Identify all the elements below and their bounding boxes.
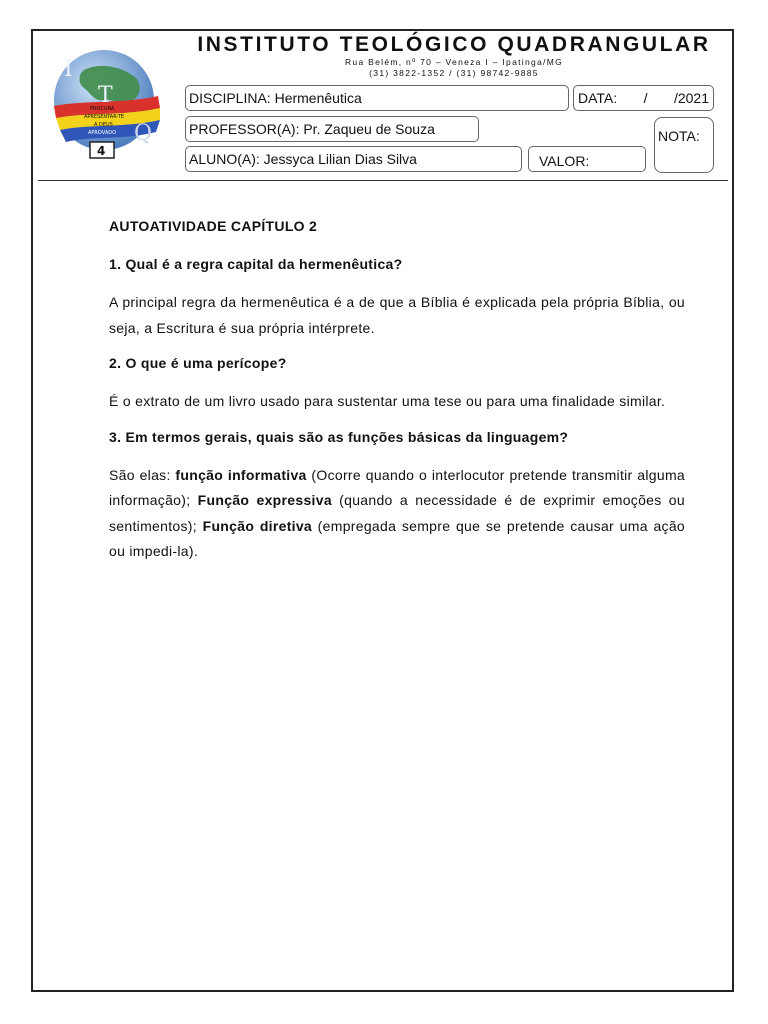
logo-banner-line-4: APROVADO [88,130,117,136]
field-aluno: ALUNO(A): Jessyca Lilian Dias Silva [185,146,522,172]
logo-letter-i: I [64,57,73,82]
header-divider [38,180,728,181]
answer-3-text-1: (Ocorre quando o interlocutor pretende transmitir alguma informação); [109,466,685,508]
document-body [109,218,685,579]
answer-3-text-3: (empregada sempre que se pretende causar uma ação ou impedi-la). [109,517,686,559]
institution-address: Rua Belém, nº 70 – Veneza I – Ipatinga/MG [344,57,563,67]
answer-3-term-informativa: função informativa [175,466,307,483]
institution-address-block [196,57,712,79]
question-3: 3. Em termos gerais, quais são as funções básicas da linguagem? [109,428,569,445]
data-label: DATA: [578,90,618,106]
field-nota: NOTA: [654,117,714,173]
logo-banner-line-1: PROCURA [90,106,115,112]
field-data [573,85,714,111]
field-disciplina: DISCIPLINA: Hermenêutica [185,85,569,111]
institution-title: INSTITUTO TEOLÓGICO QUADRANGULAR [197,33,711,56]
answer-3-intro: São elas: [109,466,176,483]
logo-book-number: 4 [97,144,106,158]
data-year: /2021 [673,90,709,106]
answer-3-term-expressiva: Função expressiva [197,492,332,508]
institution-phones: (31) 3822-1352 / (31) 98742-9885 [369,68,539,78]
answer-3-term-diretiva: Função diretiva [202,517,313,534]
answer-1: A principal regra da hermenêutica é a de que a Bíblia é explicada pela própria Bíblia, ou seja, a Escritura é sua própria intérprete. [109,294,685,336]
question-2: 2. O que é uma perícope? [109,355,287,371]
answer-3 [109,463,685,565]
logo-letter-t: T [98,83,113,108]
logo-letter-q: Q [134,121,153,146]
itq-logo [44,48,170,166]
field-valor: VALOR: [528,146,646,172]
answer-3-text-2: (quando a necessidade é de exprimir emoções ou sentimentos); [109,492,685,534]
field-professor: PROFESSOR(A): Pr. Zaqueu de Souza [185,116,479,142]
data-separator: / [643,90,648,106]
answer-2: É o extrato de um livro usado para sustentar uma tese ou para uma finalidade similar. [109,393,666,409]
activity-title: AUTOATIVIDADE CAPÍTULO 2 [109,218,318,234]
logo-banner-line-2: APRESENTAR-TE [84,114,125,120]
question-1: 1. Qual é a regra capital da hermenêutica? [109,256,403,272]
logo-banner-line-3: A DEUS [94,122,113,128]
